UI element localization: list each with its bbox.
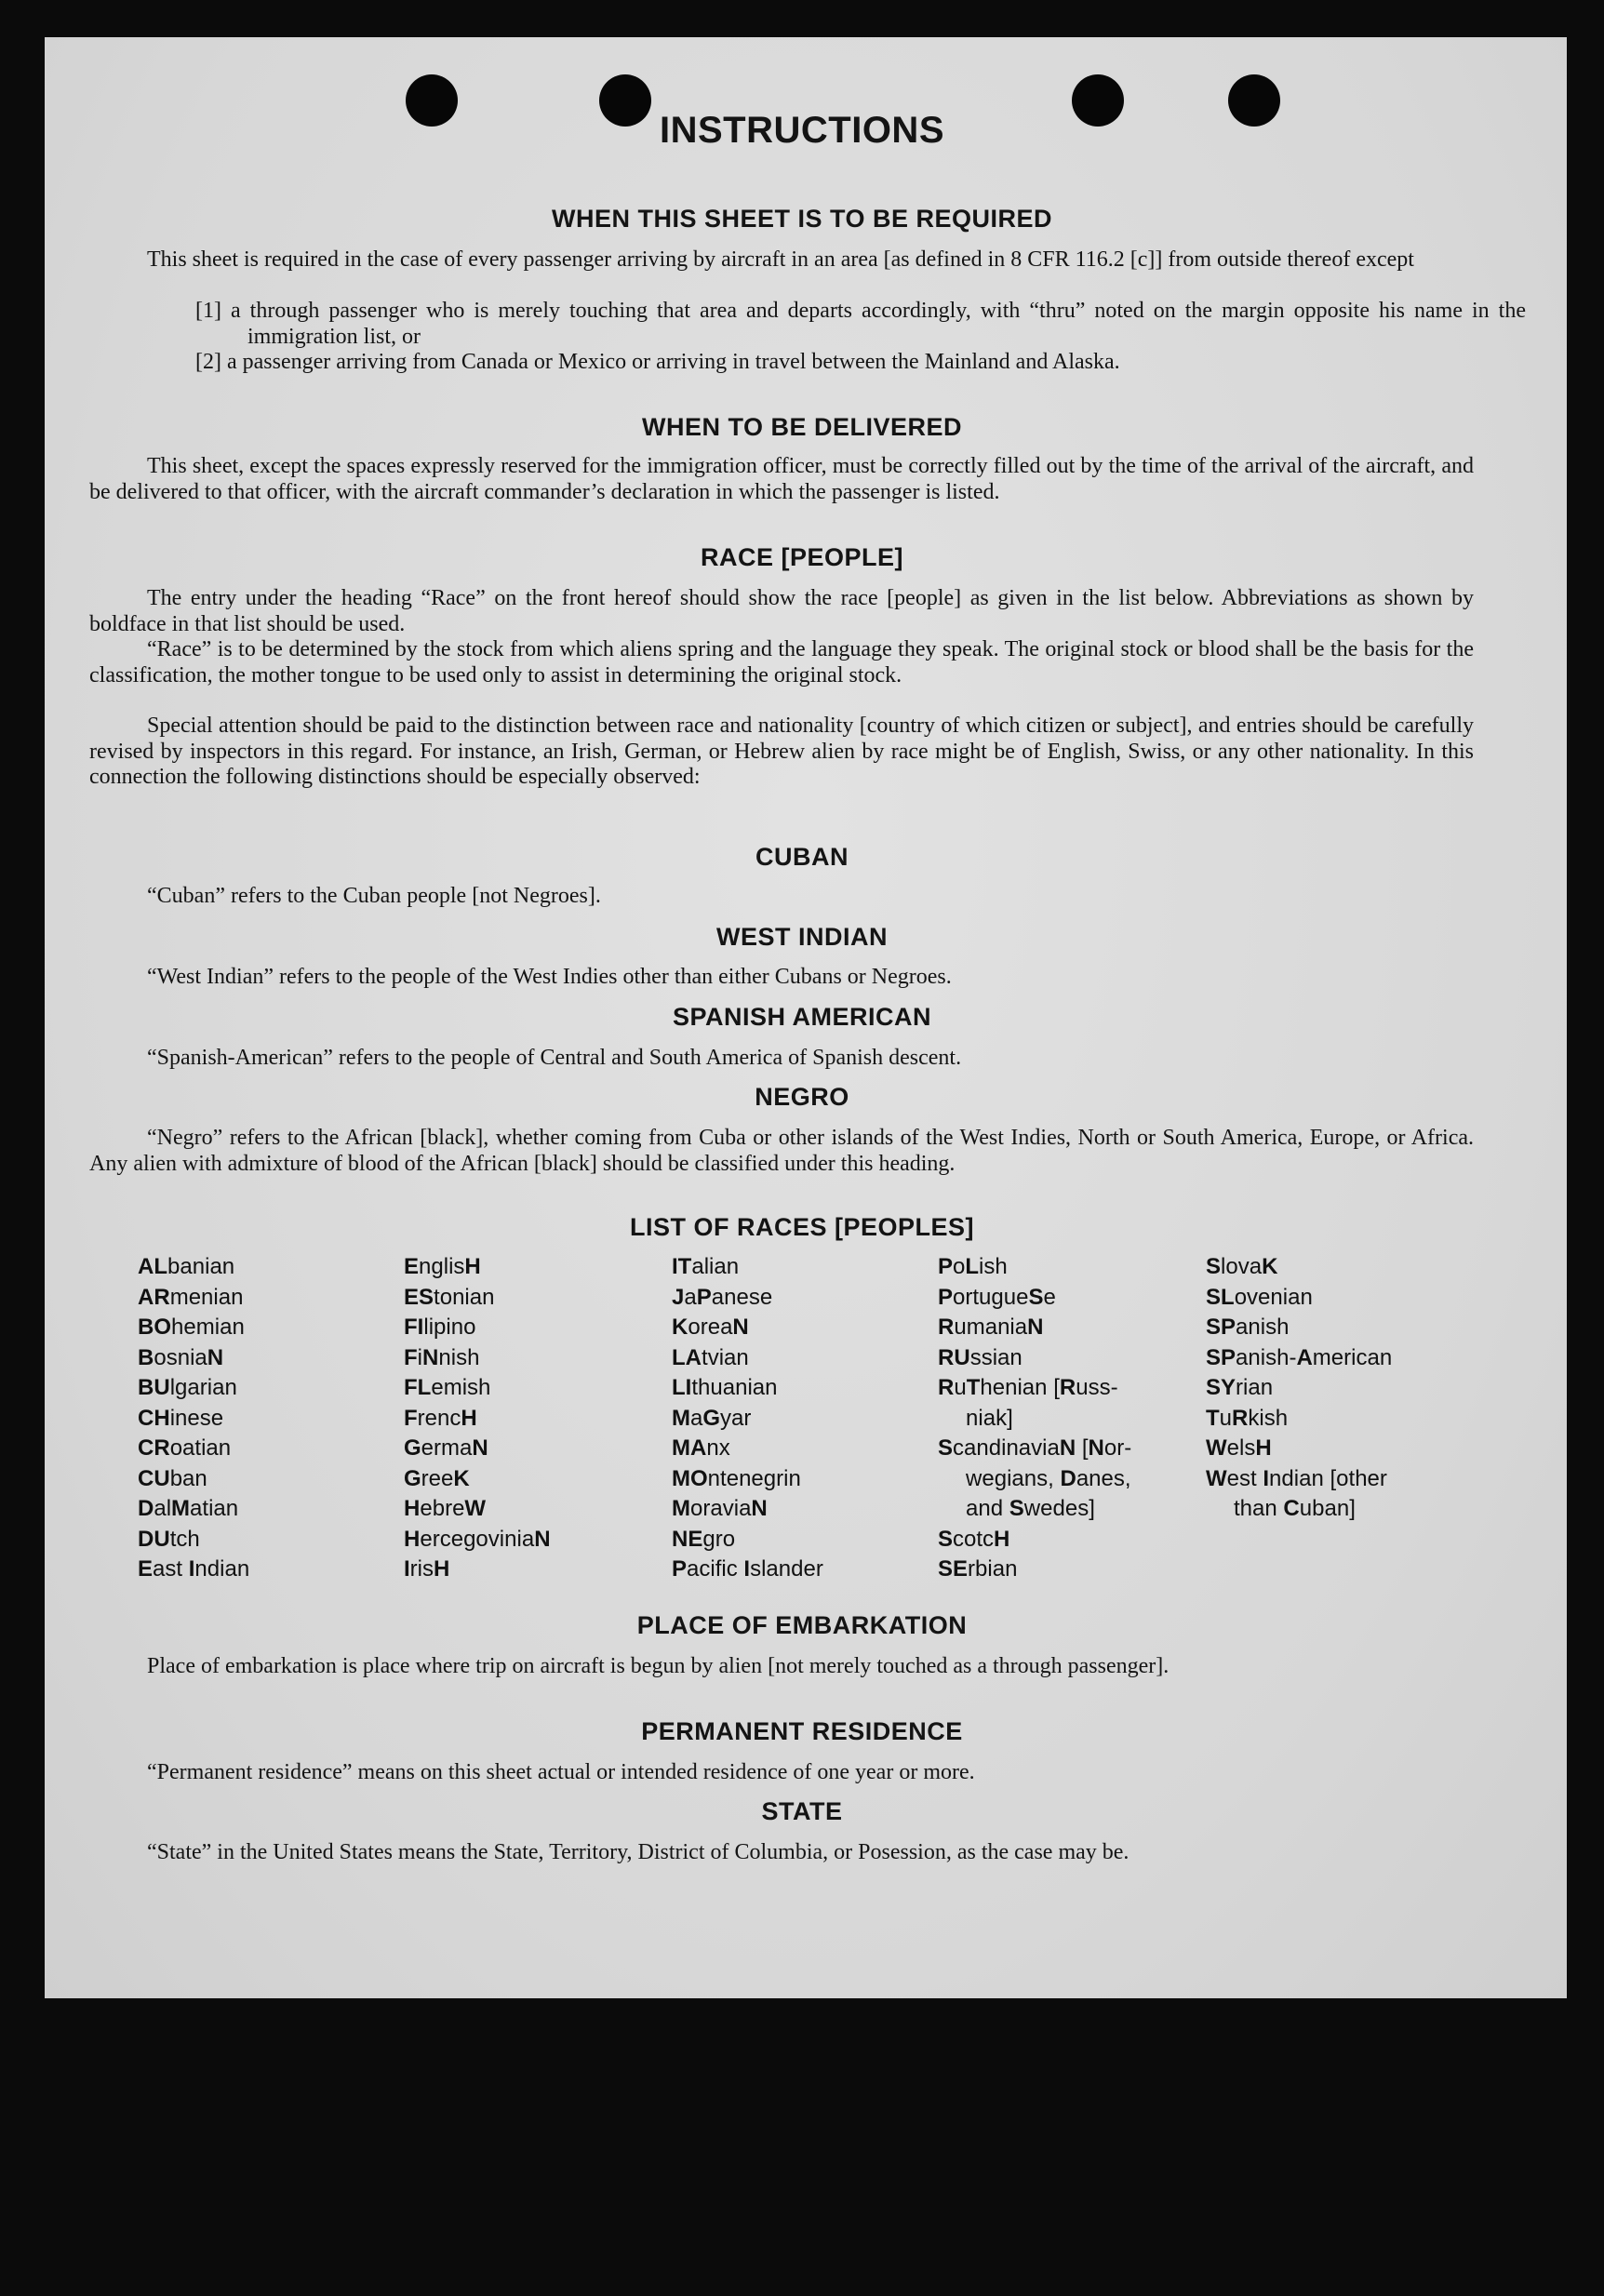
- heading-negro: NEGRO: [755, 1083, 849, 1111]
- race-entry: ITalian: [672, 1254, 740, 1279]
- paragraph-race-1: The entry under the heading “Race” on the front hereof should show the race [people] as given in the list below. Abbreviations as shown by boldface in that list should be used.: [89, 586, 1474, 636]
- heading-when-delivered: WHEN TO BE DELIVERED: [641, 413, 963, 441]
- race-entry: LAtvian: [672, 1344, 749, 1370]
- race-entry: BosniaN: [138, 1344, 224, 1370]
- race-entry: ALbanian: [138, 1254, 235, 1279]
- race-entry: FrencH: [404, 1405, 477, 1431]
- exception-1: [1] a through passenger who is merely touching that area and departs accordingly, with “thru” noted on the margin opposite his name in the immigration list, or: [195, 299, 1526, 349]
- race-entry: BUlgarian: [138, 1375, 237, 1400]
- exception-2: [2] a passenger arriving from Canada or Mexico or arriving in travel between the Mainland and Alaska.: [195, 350, 1120, 374]
- race-entry: East Indian: [138, 1556, 250, 1582]
- race-entry: SErbian: [938, 1556, 1018, 1582]
- race-entry: CHinese: [138, 1405, 224, 1431]
- paragraph-when-required: This sheet is required in the case of every passenger arriving by aircraft in an area [as defined in 8 CFR 116.2 [c]] from outside thereof except: [147, 247, 1414, 272]
- race-entry: SYrian: [1206, 1375, 1274, 1400]
- paragraph-state: “State” in the United States means the State, Territory, District of Columbia, or Posession, as the case may be.: [147, 1840, 1129, 1864]
- paragraph-race-2: “Race” is to be determined by the stock from which aliens spring and the language they speak. The original stock or blood shall be the basis for the classification, the mother tongue to be used only to assist in determining the original stock.: [89, 637, 1474, 687]
- race-entry: MaGyar: [672, 1405, 752, 1431]
- race-entry: RumaniaN: [938, 1315, 1044, 1340]
- paragraph-cuban: “Cuban” refers to the Cuban people [not Negroes].: [147, 884, 601, 908]
- race-entry: EStonian: [404, 1284, 495, 1310]
- race-entry: TuRkish: [1206, 1405, 1289, 1431]
- race-column-3: [672, 1252, 823, 1585]
- race-entry: MOntenegrin: [672, 1465, 801, 1491]
- paragraph-when-delivered: This sheet, except the spaces expressly reserved for the immigration officer, must be correctly filled out by the time of the arrival of the aircraft, and be delivered to that officer, with the aircraft commander’s declaration in which the passenger is listed.: [89, 454, 1474, 504]
- race-entry: Pacific Islander: [672, 1556, 823, 1582]
- paragraph-permanent-residence: “Permanent residence” means on this sheet actual or intended residence of one year or more.: [147, 1760, 975, 1784]
- race-entry: FiNnish: [404, 1344, 480, 1370]
- race-entry: WelsH: [1206, 1435, 1272, 1461]
- heading-spanish-american: SPANISH AMERICAN: [672, 1003, 931, 1031]
- race-entry: CUban: [138, 1465, 207, 1491]
- race-entry: ScandinaviaN [Nor-: [938, 1435, 1132, 1461]
- race-entry: DUtch: [138, 1526, 200, 1552]
- heading-place-of-embarkation: PLACE OF EMBARKATION: [636, 1611, 968, 1639]
- race-entry: FIlipino: [404, 1315, 476, 1340]
- race-entry: SlovaK: [1206, 1254, 1278, 1279]
- race-entry: RUssian: [938, 1344, 1023, 1370]
- race-column-4: [938, 1252, 1131, 1585]
- race-entry: LIthuanian: [672, 1375, 778, 1400]
- paragraph-west-indian: “West Indian” refers to the people of the West Indies other than either Cubans or Negroes.: [147, 965, 952, 989]
- race-entry: ScotcH: [938, 1526, 1010, 1552]
- race-entry-continuation: niak]: [966, 1405, 1013, 1431]
- paragraph-race-3: Special attention should be paid to the distinction between race and nationality [country of which citizen or subject], and entries should be carefully revised by inspectors in this regard. For instance, an Irish, German, or Hebrew alien by race might be of English, Swiss, or any other nationality. In this connection the following distinctions should be especially observed:: [89, 714, 1474, 789]
- race-entry-continuation: and Swedes]: [966, 1496, 1095, 1521]
- race-column-5: [1206, 1252, 1392, 1525]
- heading-race: RACE [PEOPLE]: [700, 543, 904, 571]
- race-entry: KoreaN: [672, 1315, 749, 1340]
- heading-state: STATE: [761, 1797, 843, 1825]
- race-entry: GermaN: [404, 1435, 488, 1461]
- race-entry: JaPanese: [672, 1284, 773, 1310]
- race-entry: SPanish-American: [1206, 1344, 1393, 1370]
- race-entry: SLovenian: [1206, 1284, 1313, 1310]
- race-column-1: [138, 1252, 249, 1585]
- race-entry: DalMatian: [138, 1496, 239, 1521]
- race-entry: EnglisH: [404, 1254, 481, 1279]
- race-entry: MoraviaN: [672, 1496, 768, 1521]
- race-entry: BOhemian: [138, 1315, 245, 1340]
- race-column-2: [404, 1252, 551, 1585]
- heading-list-of-races: LIST OF RACES [PEOPLES]: [629, 1213, 975, 1241]
- race-entry: MAnx: [672, 1435, 730, 1461]
- heading-cuban: CUBAN: [755, 843, 849, 871]
- race-entry: HercegoviniaN: [404, 1526, 551, 1552]
- paragraph-negro: “Negro” refers to the African [black], whether coming from Cuba or other islands of the West Indies, North or South America, Europe, or Africa. Any alien with admixture of blood of the African [black] should be classified under this heading.: [89, 1126, 1474, 1176]
- page-title: INSTRUCTIONS: [660, 110, 944, 151]
- race-entry-continuation: wegians, Danes,: [966, 1465, 1131, 1491]
- race-entry: IrisH: [404, 1556, 450, 1582]
- paragraph-place-of-embarkation: Place of embarkation is place where trip on aircraft is begun by alien [not merely touched as a through passenger].: [147, 1654, 1170, 1678]
- race-entry: PoLish: [938, 1254, 1008, 1279]
- race-entry: HebreW: [404, 1496, 487, 1521]
- heading-when-required: WHEN THIS SHEET IS TO BE REQUIRED: [551, 205, 1053, 233]
- race-entry: PortugueSe: [938, 1284, 1056, 1310]
- race-entry: NEgro: [672, 1526, 736, 1552]
- race-entry: CRoatian: [138, 1435, 232, 1461]
- race-entry-continuation: than Cuban]: [1234, 1496, 1356, 1521]
- race-entry: FLemish: [404, 1375, 491, 1400]
- race-entry: GreeK: [404, 1465, 470, 1491]
- heading-west-indian: WEST INDIAN: [716, 923, 888, 951]
- race-entry: SPanish: [1206, 1315, 1290, 1340]
- race-entry: West Indian [other: [1206, 1465, 1387, 1491]
- race-entry: ARmenian: [138, 1284, 244, 1310]
- race-entry: RuThenian [Russ-: [938, 1375, 1118, 1400]
- paragraph-spanish-american: “Spanish-American” refers to the people of Central and South America of Spanish descent.: [147, 1046, 962, 1070]
- heading-permanent-residence: PERMANENT RESIDENCE: [641, 1717, 963, 1745]
